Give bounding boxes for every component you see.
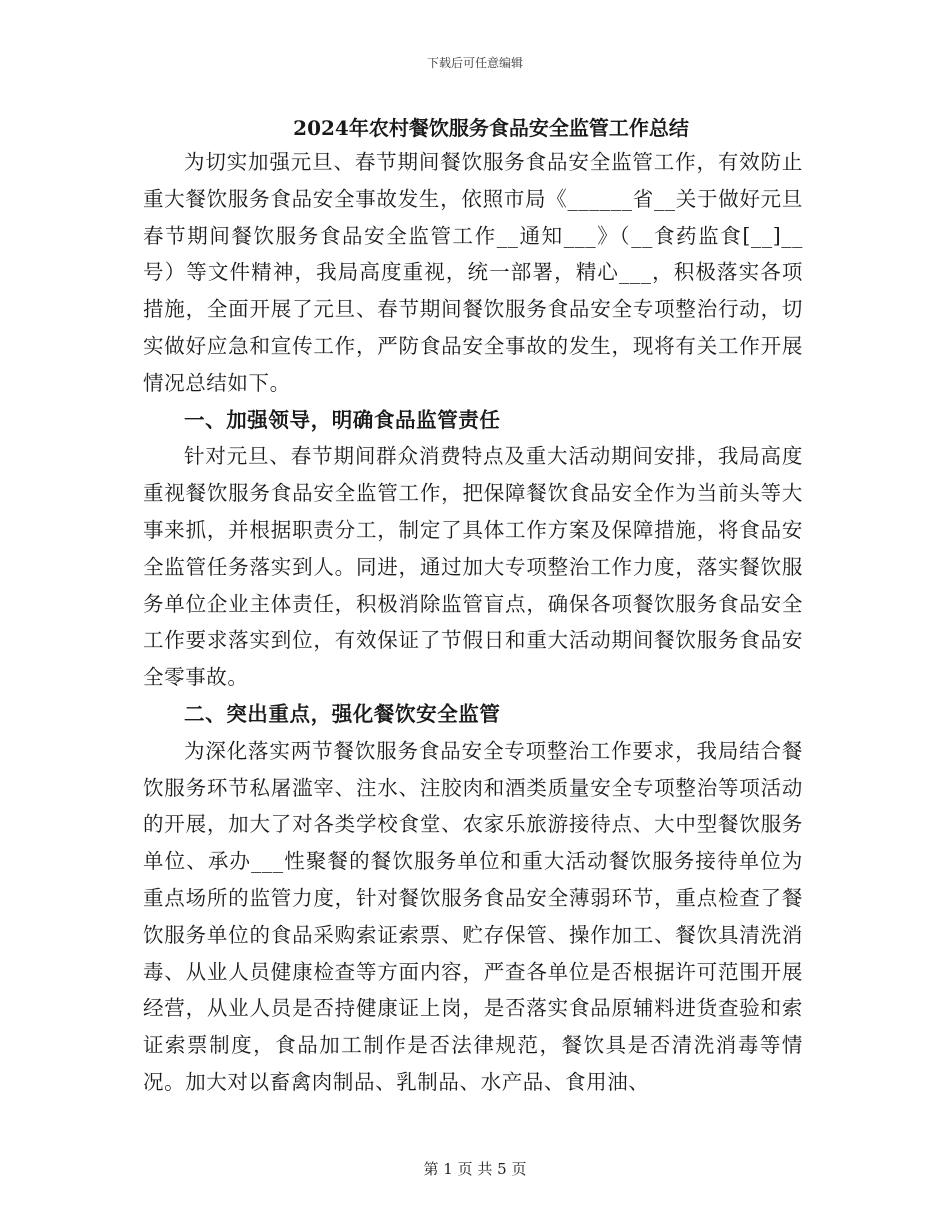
section-heading-2: 二、突出重点，强化餐饮安全监管	[184, 701, 501, 726]
page-number: 第 1 页 共 5 页	[423, 1160, 527, 1178]
header-note: 下载后可任意编辑	[426, 56, 523, 70]
section-paragraph-1: 针对元旦、春节期间群众消费特点及重大活动期间安排，我局高度重视餐饮服务食品安全监管工作，把保障餐饮食品安全作为当前头等大事来抓，并根据职责分工，制定了具体工作方案及保障措施，将食品安全监管任务落实到人。同进，通过加大专项整治工作力度，落实餐饮服务单位企业主体责任，积极消除监管盲点，确保各项餐饮服务食品安全工作要求落实到位，有效保证了节假日和重大活动期间餐饮服务食品安全零事故。	[143, 444, 803, 690]
section-paragraph-2: 为深化落实两节餐饮服务食品安全专项整治工作要求，我局结合餐饮服务环节私屠滥宰、注水、注胶肉和酒类质量安全专项整治等项活动的开展，加大了对各类学校食堂、农家乐旅游接待点、大中型餐饮服务单位、承办___性聚餐的餐饮服务单位和重大活动餐饮服务接待单位为重点场所的监管力度，针对餐饮服务食品安全薄弱环节，重点检查了餐饮服务单位的食品采购索证索票、贮存保管、操作加工、餐饮具清洗消毒、从业人员健康检查等方面内容，严查各单位是否根据许可范围开展经营，从业人员是否持健康证上岗，是否落实食品原辅料进货查验和索证索票制度，食品加工制作是否法律规范，餐饮具是否清洗消毒等情况。加大对以畜禽肉制品、乳制品、水产品、食用油、	[143, 738, 803, 1094]
section-heading-1: 一、加强领导，明确食品监管责任	[184, 407, 501, 432]
document-title: 2024年农村餐饮服务食品安全监管工作总结	[293, 116, 689, 140]
intro-paragraph: 为切实加强元旦、春节期间餐饮服务食品安全监管工作，有效防止重大餐饮服务食品安全事故发生，依照市局《______省__关于做好元旦春节期间餐饮服务食品安全监管工作__通知___》（__食药监食[__]__号）等文件精神，我局高度重视，统一部署，精心___，积极落实各项措施，全面开展了元旦、春节期间餐饮服务食品安全专项整治行动，切实做好应急和宣传工作，严防食品安全事故的发生，现将有关工作开展情况总结如下。	[143, 150, 803, 395]
document-body	[143, 112, 803, 1101]
